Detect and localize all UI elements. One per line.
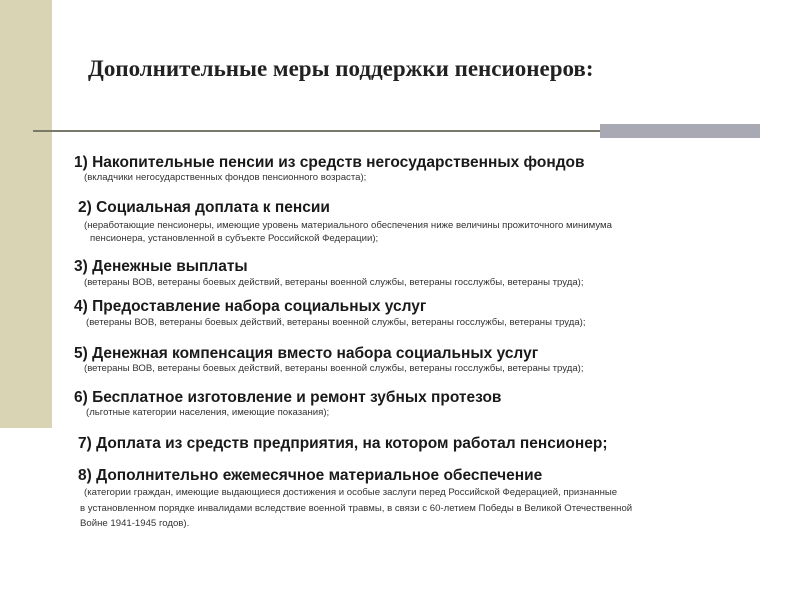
list-item (74, 389, 501, 420)
item-note: Войне 1941-1945 годов). (80, 518, 190, 529)
list-item (78, 199, 612, 245)
item-note: (ветераны ВОВ, ветераны боевых действий, ветераны военной службы, ветераны госслужбы, ветераны труда); (84, 363, 584, 374)
item-note: в установленном порядке инвалидами вследствие военной травмы, в связи с 60-летием Победы в Великой Отечественной (80, 502, 633, 514)
list-item (74, 345, 584, 376)
side-decor-bar (0, 0, 52, 428)
item-note: пенсионера, установленной в субъекте Российской Федерации); (90, 232, 379, 244)
list-item (74, 298, 586, 330)
list-item (78, 467, 632, 531)
item-note: (категории граждан, имеющие выдающиеся достижения и особые заслуги перед Российской Федерацией, признанные (84, 487, 618, 498)
item-heading: 4) Предоставление набора социальных услуг (74, 298, 427, 315)
list-item (78, 435, 608, 453)
item-note: (ветераны ВОВ, ветераны боевых действий, ветераны военной службы, ветераны госслужбы, ветераны труда); (86, 317, 586, 328)
title-rule-block (600, 124, 760, 138)
item-note: (вкладчики негосударственных фондов пенсионного возраста); (84, 172, 367, 183)
list-item (74, 258, 584, 290)
item-heading: 2) Социальная доплата к пенсии (78, 199, 330, 216)
item-heading: 5) Денежная компенсация вместо набора социальных услуг (74, 345, 539, 362)
item-heading: 3) Денежные выплаты (74, 258, 248, 275)
item-heading: 6) Бесплатное изготовление и ремонт зубных протезов (74, 389, 502, 406)
item-heading: 8) Дополнительно ежемесячное материальное обеспечение (78, 467, 543, 484)
list-item (74, 154, 585, 185)
item-note: (неработающие пенсионеры, имеющие уровень материального обеспечения ниже величины прожиточного минимума (84, 220, 612, 231)
item-note: (льготные категории населения, имеющие показания); (86, 407, 330, 418)
title-rule-line (33, 130, 600, 132)
item-heading: 7) Доплата из средств предприятия, на котором работал пенсионер; (78, 435, 608, 452)
item-note: (ветераны ВОВ, ветераны боевых действий, ветераны военной службы, ветераны госслужбы, ветераны труда); (84, 277, 584, 288)
slide-title: Дополнительные меры поддержки пенсионеров: (88, 56, 594, 81)
item-heading: 1) Накопительные пенсии из средств негосударственных фондов (74, 154, 585, 171)
